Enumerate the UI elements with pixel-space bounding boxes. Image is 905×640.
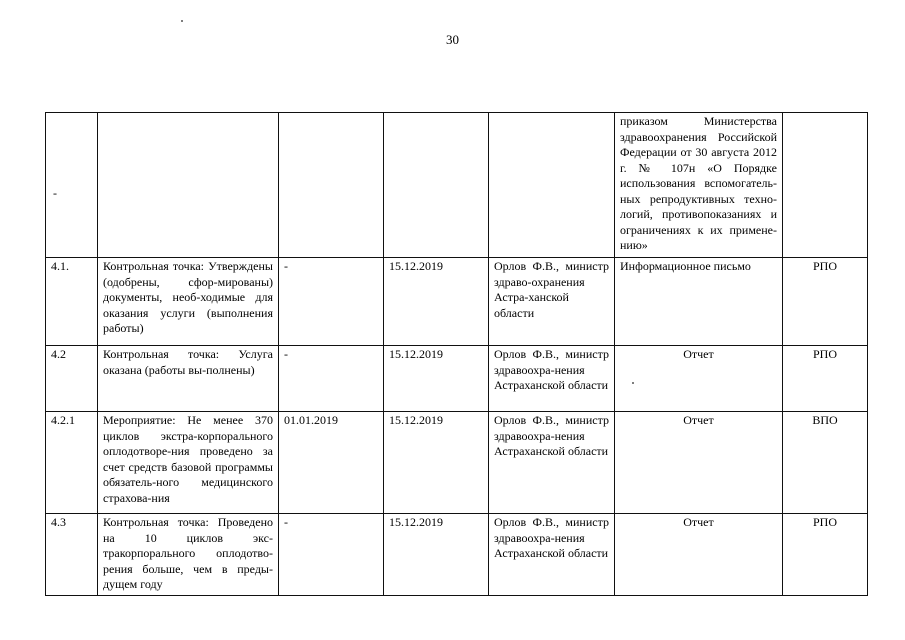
table-row [46, 258, 868, 346]
level-cell: ВПО [783, 412, 868, 514]
document-cell: Информационное письмо [615, 258, 783, 346]
end-date-cell: 15.12.2019 [384, 258, 489, 346]
document-cell: Отчет [615, 346, 783, 412]
responsible-cell: Орлов Ф.В., министр здравоохра-нения Астраханской области [489, 412, 615, 514]
document-cell: Отчет [615, 412, 783, 514]
end-date-cell [384, 113, 489, 258]
start-date-cell: - [279, 346, 384, 412]
plan-table [45, 112, 868, 596]
table-row [46, 346, 868, 412]
row-number-cell: 4.3 [46, 514, 98, 596]
start-date-cell: - [279, 514, 384, 596]
responsible-cell: Орлов Ф.В., министр здраво-охранения Астра-ханской области [489, 258, 615, 346]
responsible-cell [489, 113, 615, 258]
start-date-cell: - [279, 258, 384, 346]
scan-speck [181, 20, 183, 22]
table-row [46, 412, 868, 514]
task-name-cell: Контрольная точка: Утверждены (одобрены, сфор-мированы) документы, необ-ходимые для оказания услуги (выполнения работы) [98, 258, 279, 346]
end-date-cell: 15.12.2019 [384, 514, 489, 596]
start-date-cell [279, 113, 384, 258]
row-number-cell: 4.2.1 [46, 412, 98, 514]
level-cell [783, 113, 868, 258]
row-number-cell: - [46, 113, 98, 258]
end-date-cell: 15.12.2019 [384, 346, 489, 412]
row-number-cell: 4.2 [46, 346, 98, 412]
page-number: 30 [446, 32, 459, 47]
level-cell: РПО [783, 258, 868, 346]
responsible-cell: Орлов Ф.В., министр здравоохра-нения Астраханской области [489, 346, 615, 412]
table-row [46, 514, 868, 596]
document-cell: Отчет [615, 514, 783, 596]
task-name-cell: Контрольная точка: Услуга оказана (работы вы-полнены) [98, 346, 279, 412]
row-number-cell: 4.1. [46, 258, 98, 346]
start-date-cell: 01.01.2019 [279, 412, 384, 514]
task-name-cell [98, 113, 279, 258]
end-date-cell: 15.12.2019 [384, 412, 489, 514]
level-cell: РПО [783, 346, 868, 412]
table-row [46, 113, 868, 258]
responsible-cell: Орлов Ф.В., министр здравоохра-нения Астраханской области [489, 514, 615, 596]
task-name-cell: Контрольная точка: Проведено на 10 циклов экс-тракорпорального оплодотво-рения больше, чем в преды-дущем году [98, 514, 279, 596]
document-cell: приказом Министерства здравоохранения Российской Федерации от 30 августа 2012 г. № 107н «О Порядке использования вспомогатель-ных репродуктивных техно-логий, противопоказаниях и ограничениях к их примене-нию» [615, 113, 783, 258]
level-cell: РПО [783, 514, 868, 596]
task-name-cell: Мероприятие: Не менее 370 циклов экстра-корпорального оплодотворе-ния проведено за счет средств базовой программы обязатель-ного медицинского страхова-ния [98, 412, 279, 514]
